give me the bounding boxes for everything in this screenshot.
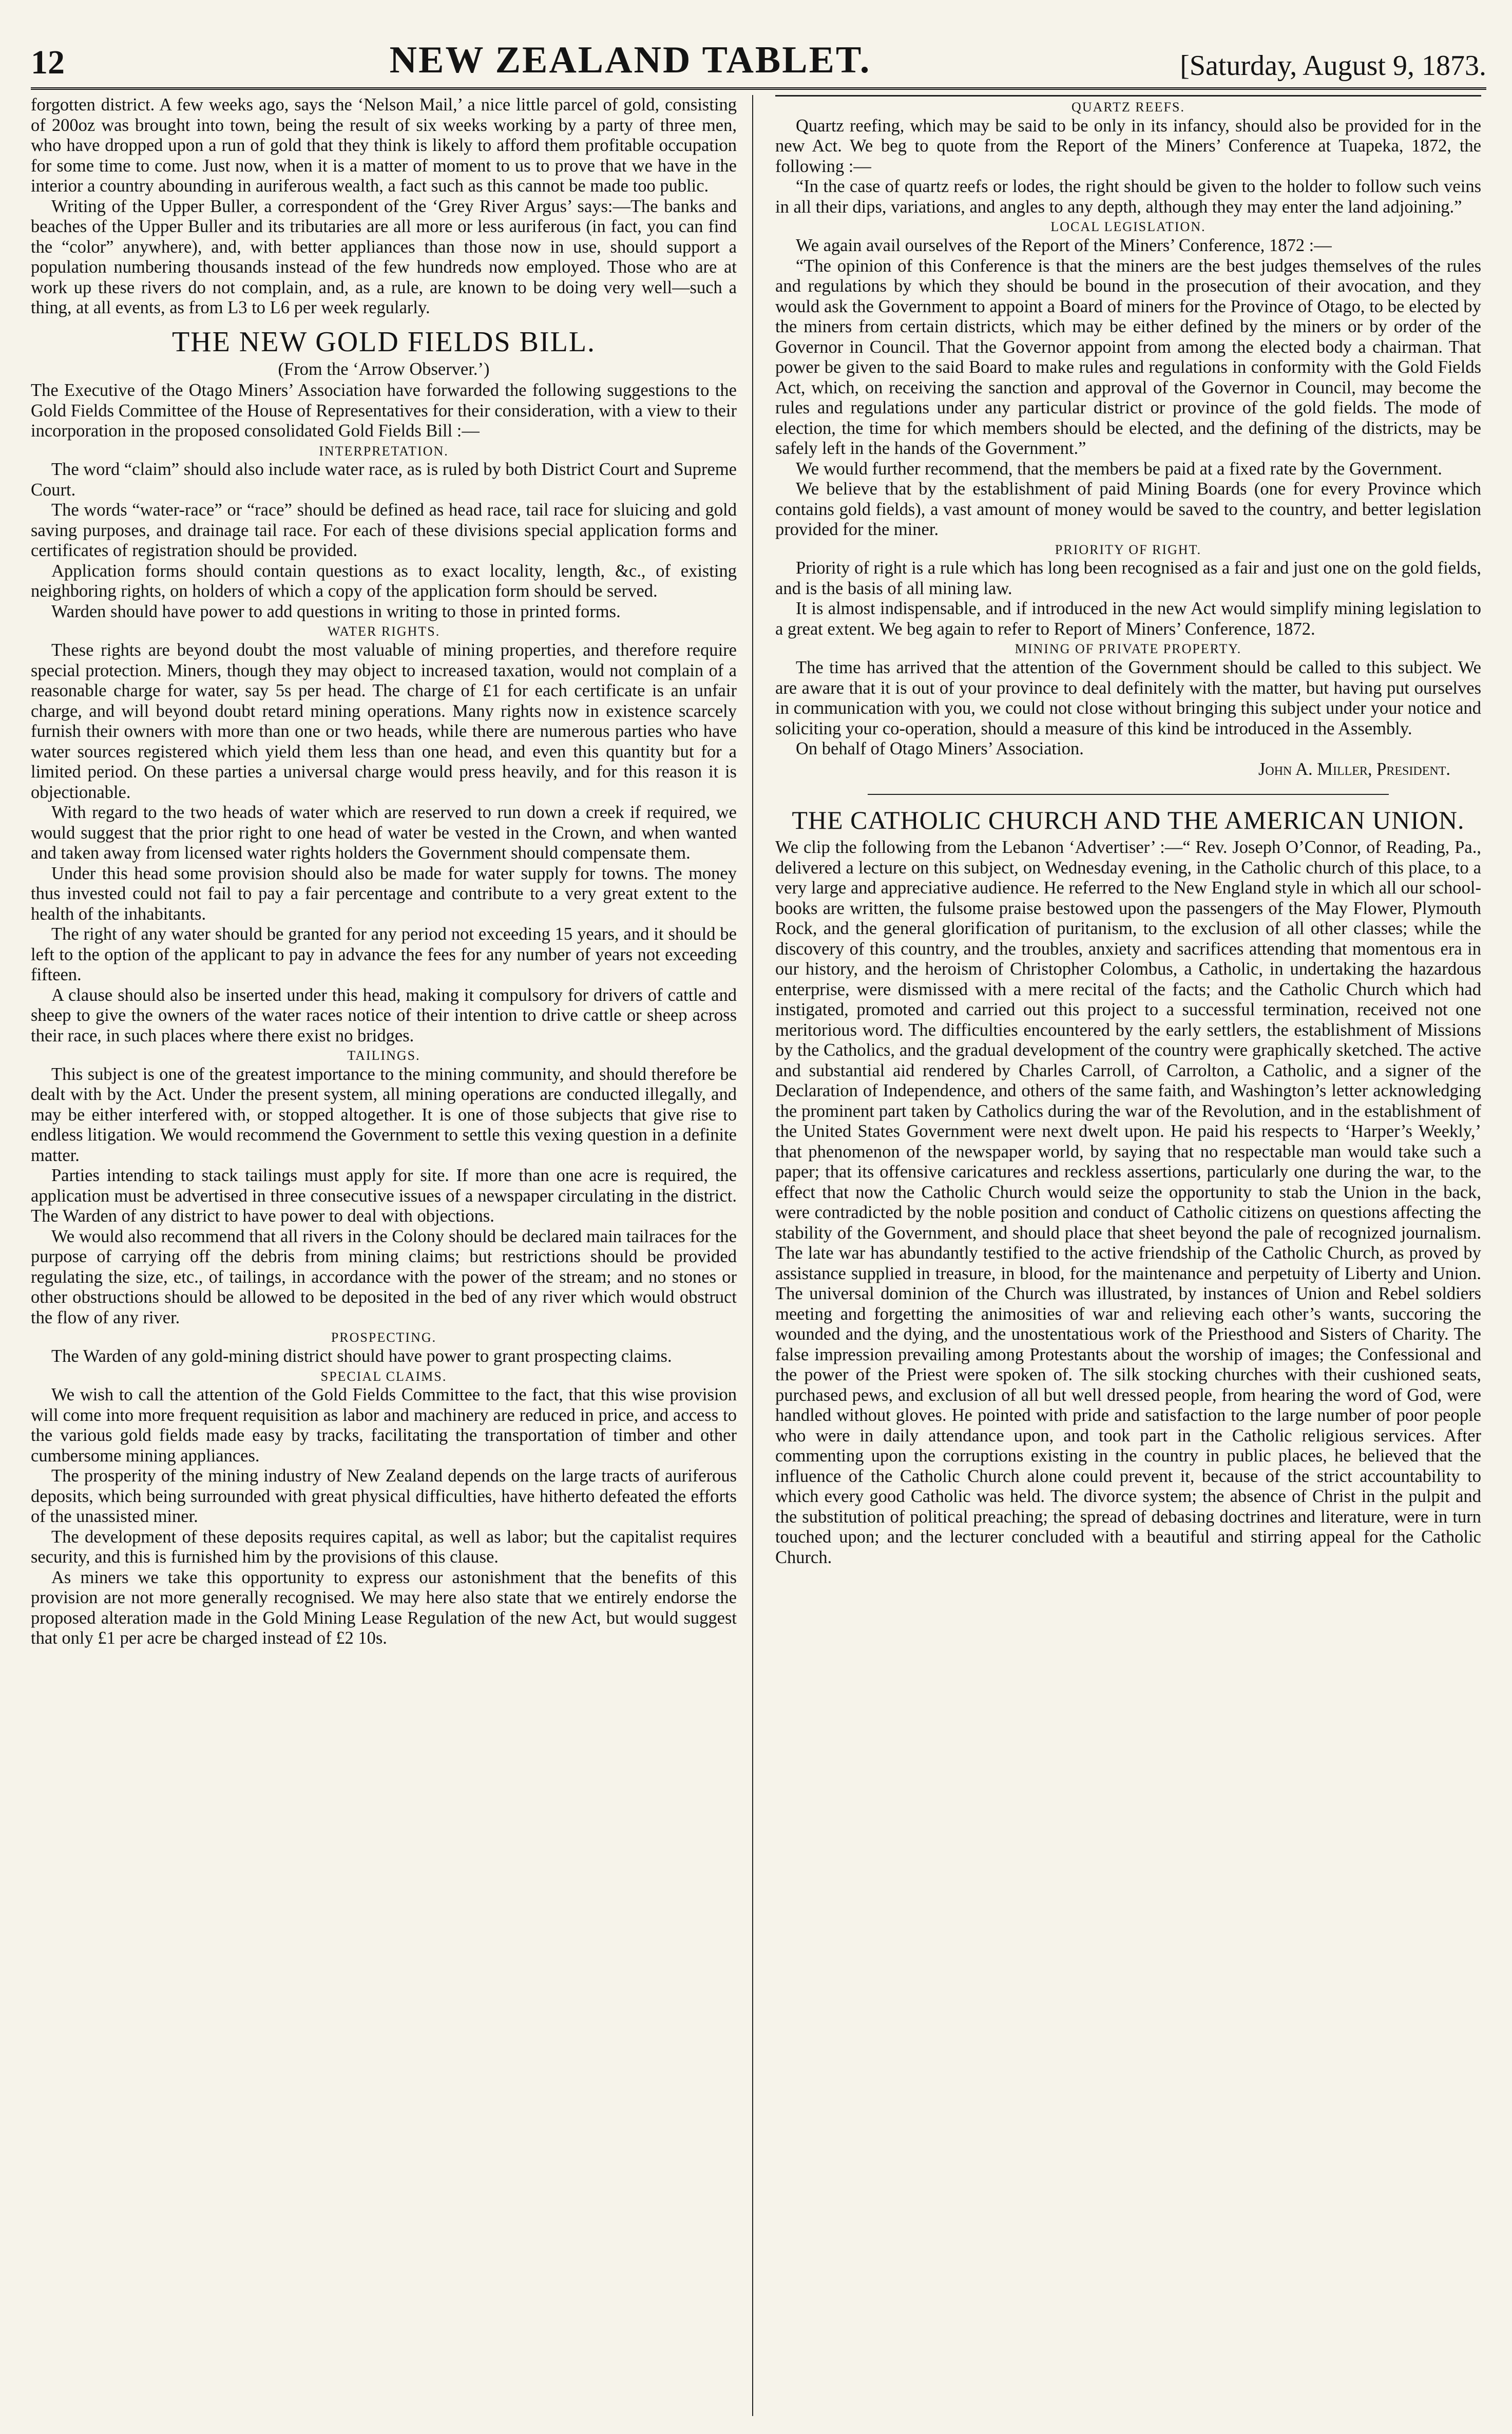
- article-paragraph: forgotten district. A few weeks ago, says the ‘Nelson Mail,’ a nice little parcel of gold, consisting of 200oz was brought into town, being the result of six weeks working by a party of three men, who have dropped upon a run of gold that they think is likely to afford them profitable occupation for some time to come. Just now, when it is a matter of moment to us to prove that we have in the interior a country abounding in auriferous wealth, a fact such as this cannot be made too public.: [31, 95, 737, 196]
- article-paragraph: The right of any water should be granted for any period not exceeding 15 years, and it should be left to the option of the applicant to pay in advance the fees for any number of years not exceeding fifteen.: [31, 924, 737, 985]
- article-paragraph: With regard to the two heads of water which are reserved to run down a creek if required, we would suggest that the prior right to one head of water be vested in the Crown, and when wanted and taken away from licensed water rights holders the Government should compensate them.: [31, 803, 737, 863]
- article-paragraph: These rights are beyond doubt the most valuable of mining properties, and therefore require special protection. Miners, though they may object to increased taxation, would not complain of a reasonable charge for water, say 5s per head. The charge of £1 for each certificate is an unfair charge, and will beyond doubt retard mining operations. Many rights now in existence scarcely furnish their owners with more than one or two heads, while there are numerous parties who have water sources registered which yield them less than one head, and even this quantity but for a limited period. On these parties a universal charge would press heavily, and for this reason it is objectionable.: [31, 640, 737, 802]
- article-paragraph: We wish to call the attention of the Gold Fields Committee to the fact, that this wise provision will come into more frequent requisition as labor and machinery are reduced in price, and access to the various gold fields made easy by tracks, facilitating the transportation of timber and other cumbersome mining appliances.: [31, 1385, 737, 1466]
- article-paragraph: “In the case of quartz reefs or lodes, the right should be given to the holder to follow such veins in all their dips, variations, and angles to any depth, although they may enter the land adjoining.”: [775, 177, 1481, 217]
- article-paragraph: Under this head some provision should also be made for water supply for towns. The money thus invested could not fail to pay a fair percentage and contribute to a very great extent to the health of the inhabitants.: [31, 863, 737, 924]
- article-title-gold-fields-bill: THE NEW GOLD FIELDS BILL.: [171, 326, 596, 358]
- section-heading-local-legislation: LOCAL LEGISLATION.: [1050, 219, 1206, 235]
- section-heading-tailings: TAILINGS.: [347, 1048, 420, 1063]
- article-source: (From the ‘Arrow Observer.’): [278, 359, 490, 379]
- article-title-catholic-church: THE CATHOLIC CHURCH AND THE AMERICAN UNION.: [792, 806, 1465, 835]
- article-paragraph: The word “claim” should also include water race, as is ruled by both District Court and Supreme Court.: [31, 460, 737, 500]
- article-paragraph: “The opinion of this Conference is that the miners are the best judges themselves of the rules and regulations by which they should be bound in the prosecution of their avocation, and they would ask the Government to appoint a Board of miners for the Province of Otago, to be elected by the miners from certain districts, which may be either defined by the miners or by order of the Governor in Council. That the Governor appoint from among the elected body a chairman. That power be given to the said Board to make rules and regulations in conformity with the Gold Fields Act, which, on receiving the sanction and approval of the Governor in Council, may become the rules and regulations under any particular district or province of the gold fields. The mode of election, the time for which members should be elected, and the defining of the districts, may be safely left in the hands of the Government.”: [775, 256, 1481, 459]
- section-heading-special-claims: SPECIAL CLAIMS.: [320, 1368, 447, 1384]
- article-paragraph: The time has arrived that the attention of the Government should be called to this subject. We are aware that it is out of your province to deal definitely with the matter, but having put ourselves in communication with you, we could not close without bringing this subject under your notice and soliciting your co-operation, should a measure of this kind be introduced in the Assembly.: [775, 658, 1481, 738]
- section-heading-water-rights: WATER RIGHTS.: [327, 624, 441, 639]
- article-divider: [868, 794, 1389, 795]
- article-paragraph: A clause should also be inserted under this head, making it compulsory for drivers of cattle and sheep to give the owners of the water races notice of their intention to drive cattle or sheep across their race, in such places where there exist no bridges.: [31, 985, 737, 1045]
- article-paragraph: We would also recommend that all rivers in the Colony should be declared main tailraces for the purpose of carrying off the debris from mining claims; but restrictions should be provided regulating the size, etc., of tailings, in accordance with the power of the stream; and no stones or other obstructions should be allowed to be deposited in the bed of any river which would obstruct the flow of any river.: [31, 1226, 737, 1327]
- article-paragraph: The development of these deposits requires capital, as well as labor; but the capitalist requires security, and this is furnished him by the provisions of this clause.: [31, 1527, 737, 1567]
- article-paragraph: We clip the following from the Lebanon ‘Advertiser’ :—“ Rev. Joseph O’Connor, of Reading, Pa., delivered a lecture on this subject, on Wednesday evening, in the Catholic church of this place, to a very large and appreciative audience. He referred to the New England style in which all our school-books are written, the fulsome praise bestowed upon the passengers of the May Flower, Plymouth Rock, and the general glorification of puritanism, to the exclusion of all other classes; while the discovery of this country, and the troubles, anxiety and sacrifices attending that momentous era in our history, and the heroism of Christopher Colombus, a Catholic, in undertaking the hazardous enterprise, were dismissed with a mere recital of the facts; and the Catholic Church which had instigated, promoted and carried out this project to a successful termination, received not one meritorious word. The difficulties encountered by the early settlers, the establishment of Missions by the Catholics, and the gradual development of the country were graphically sketched. The active and substantial aid rendered by Charles Carroll, of Carrolton, a Catholic, and a signer of the Declaration of Independence, and others of the same faith, and Washington’s letter acknowledging the prominent part taken by Catholics during the war of the Revolution, and in the establishment of the United States Government were next dwelt upon. He paid his respects to ‘Harper’s Weekly,’ that phenomenon of the newspaper world, by saying that no respectable man would take such a paper; that its offensive caricatures and reckless assertions, particularly one during the war, to the effect that now the Catholic Church would seize the opportunity to stab the Union in the back, were contradicted by the noble position and conduct of Catholic citizens on questions affecting the stability of the Government, and should place that sheet beyond the pale of recognized journalism. The late war has abundantly testified to the active friendship of the Catholic Church, as proved by assistance supplied in treasure, in blood, for the maintenance and perpetuity of Liberty and Union. The universal dominion of the Church was illustrated, by instances of Union and Rebel soldiers meeting and forgetting the animosities of war and relieving each other’s wants, succoring the wounded and the dying, and the unostentatious work of the Priesthood and Sisters of Charity. The false impression prevailing among Protestants about the worship of images; the Confessional and the power of the Priest were spoken of. The silk stocking churches with their cushioned seats, purchased pews, and exclusion of all but well dressed people, from hearing the word of God, were handled without gloves. He pointed with pride and satisfaction to the large number of poor people who were in daily attendance upon, and took part in the Catholic religious services. After commenting upon the corruptions existing in the country in public places, he believed that the influence of the Catholic Church alone could prevent it, because of the strict accountability to which every good Catholic was held. The divorce system; the absence of Christ in the pulpit and the substitution of political preaching; the spread of debasing doctrines and literature, were in turn touched upon; and the lecturer concluded with a beautiful and stirring appeal for the Catholic Church.: [775, 838, 1481, 1567]
- article-paragraph: Priority of right is a rule which has long been recognised as a fair and just one on the gold fields, and is the basis of all mining law.: [775, 558, 1481, 598]
- article-paragraph: Parties intending to stack tailings must apply for site. If more than one acre is required, the application must be advertised in three consecutive issues of a newspaper circulating in the district. The Warden of any district to have power to deal with objections.: [31, 1166, 737, 1226]
- article-paragraph: It is almost indispensable, and if introduced in the new Act would simplify mining legislation to a great extent. We beg again to refer to Report of Miners’ Conference, 1872.: [775, 599, 1481, 639]
- article-paragraph: Warden should have power to add questions in writing to those in printed forms.: [51, 601, 621, 621]
- section-heading-quartz-reefs: QUARTZ REEFS.: [1071, 100, 1185, 115]
- page-number: 12: [31, 44, 65, 81]
- article-paragraph: We again avail ourselves of the Report of the Miners’ Conference, 1872 :—: [796, 236, 1332, 256]
- section-heading-mining-private-property: MINING OF PRIVATE PROPERTY.: [1015, 641, 1242, 657]
- column-divider: [752, 95, 753, 2416]
- article-paragraph: The Warden of any gold-mining district should have power to grant prospecting claims.: [51, 1346, 672, 1366]
- section-heading-prospecting: PROSPECTING.: [331, 1330, 437, 1345]
- article-paragraph: As miners we take this opportunity to express our astonishment that the benefits of this provision are not more generally recognised. We may here also state that we entirely endorse the proposed alteration made in the Gold Mining Lease Regulation of the new Act, but would suggest that only £1 per acre be charged instead of £2 10s.: [31, 1567, 737, 1648]
- section-heading-priority-of-right: PRIORITY OF RIGHT.: [1055, 542, 1202, 557]
- paper-title: NEW ZEALAND TABLET.: [389, 39, 871, 81]
- section-heading-interpretation: INTERPRETATION.: [319, 443, 449, 459]
- article-paragraph: This subject is one of the greatest importance to the mining community, and should therefore be dealt with by the Act. Under the present system, all mining operations are conducted illegally, and may be either interfered with, or stopped altogether. It is one of those subjects that give rise to endless litigation. We would recommend the Government to settle this vexing question in a definite matter.: [31, 1064, 737, 1165]
- article-paragraph: Application forms should contain questions as to exact locality, length, &c., of existing neighboring rights, on holders of which a copy of the application form should be served.: [31, 561, 737, 601]
- article-paragraph: We believe that by the establishment of paid Mining Boards (one for every Province which contains gold fields), a vast amount of money would be saved to the country, and better legislation provided for the miner.: [775, 479, 1481, 540]
- article-paragraph: The Executive of the Otago Miners’ Association have forwarded the following suggestions to the Gold Fields Committee of the House of Representatives for their consideration, with a view to their incorporation in the proposed consolidated Gold Fields Bill :—: [31, 381, 737, 441]
- article-paragraph: The words “water-race” or “race” should be defined as head race, tail race for sluicing and gold saving purposes, and drainage tail race. For each of these divisions special application forms and certificates of registration should be provided.: [31, 500, 737, 561]
- signature: John A. Miller, President.: [1258, 759, 1450, 779]
- article-paragraph: Quartz reefing, which may be said to be only in its infancy, should also be provided for in the new Act. We beg to quote from the Report of the Miners’ Conference at Tuapeka, 1872, the following :—: [775, 116, 1481, 176]
- issue-date: [Saturday, August 9, 1873.: [1180, 50, 1486, 82]
- article-paragraph: Writing of the Upper Buller, a correspondent of the ‘Grey River Argus’ says:—The banks and beaches of the Upper Buller and its tributaries are all more or less auriferous (in fact, you can find the “color” anywhere), and, with better appliances than those now in use, should support a population numbering thousands instead of the few hundreds now employed. Those who are at work up these rivers do not complain, and, as a rule, are known to be doing very well—such a thing, at all events, as from L3 to L6 per week regularly.: [31, 196, 737, 317]
- article-paragraph: The prosperity of the mining industry of New Zealand depends on the large tracts of auriferous deposits, which being surrounded with great physical difficulties, have hitherto defeated the efforts of the unassisted miner.: [31, 1466, 737, 1527]
- left-column: [31, 95, 737, 1649]
- article-paragraph: We would further recommend, that the members be paid at a fixed rate by the Government.: [796, 459, 1442, 479]
- masthead: [31, 21, 1486, 90]
- top-rule: [775, 95, 1481, 97]
- article-paragraph: On behalf of Otago Miners’ Association.: [796, 739, 1084, 759]
- right-column: [775, 95, 1481, 1568]
